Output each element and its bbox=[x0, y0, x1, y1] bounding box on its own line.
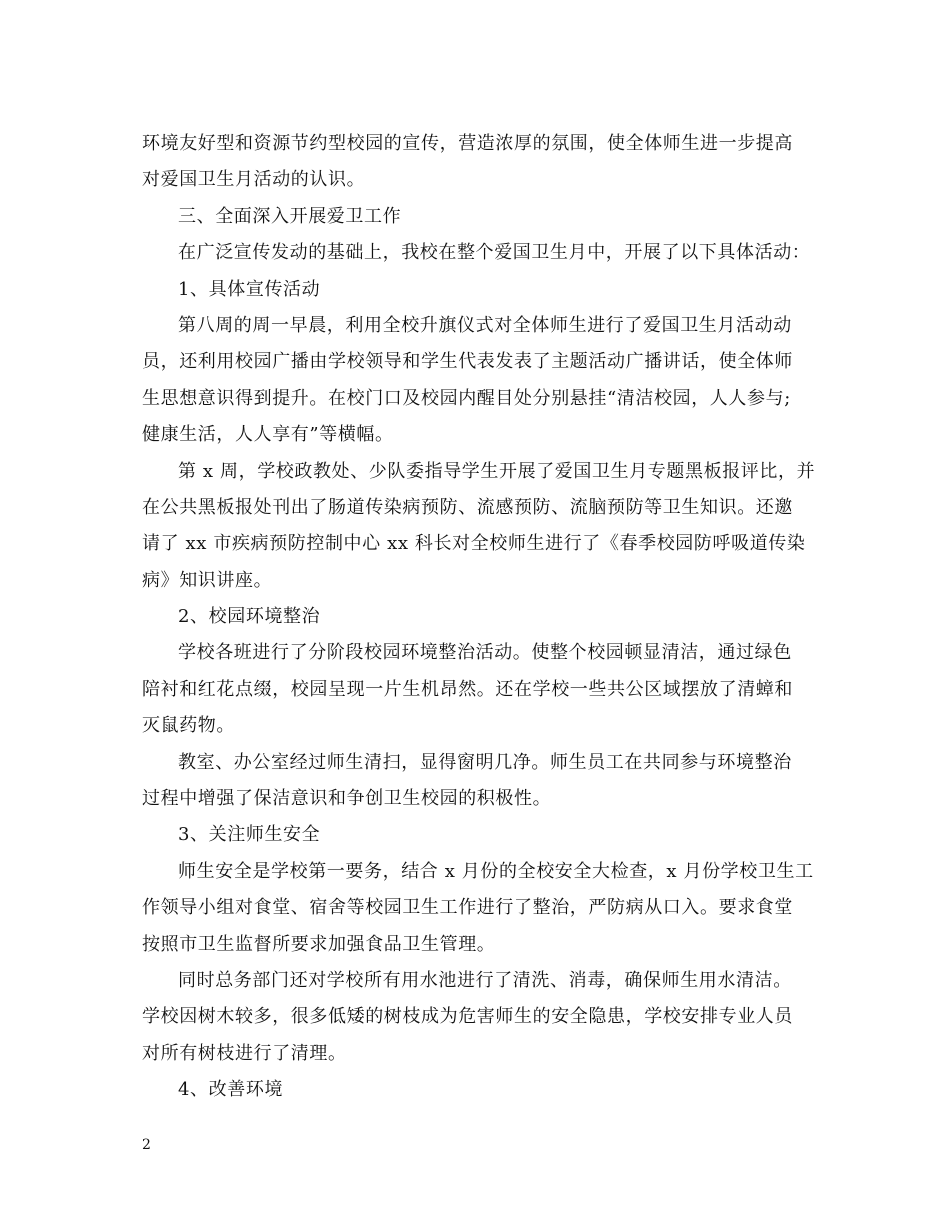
text-line: 病》知识讲座。 bbox=[142, 569, 273, 591]
text-line: 环境友好型和资源节约型校园的宣传，营造浓厚的氛围，使全体师生进一步提高 bbox=[142, 133, 793, 154]
text-line: 三、全面深入开展爱卫工作 bbox=[178, 205, 402, 227]
text-line: 陪衬和红花点缀，校园呈现一片生机昂然。还在学校一些共公区域摆放了清蟑和 bbox=[142, 678, 793, 700]
text-line: 生思想意识得到提升。在校门口及校园内醒目处分别悬挂“清洁校园，人人参与; bbox=[142, 387, 791, 409]
text-line: 对所有树枝进行了清理。 bbox=[142, 1042, 347, 1064]
text-line: 学校因树木较多，很多低矮的树枝成为危害师生的安全隐患，学校安排专业人员 bbox=[142, 1006, 793, 1028]
text-line: 教室、办公室经过师生清扫，显得窗明几净。师生员工在共同参与环境整治 bbox=[178, 751, 792, 773]
text-line: 作领导小组对食堂、宿舍等校园卫生工作进行了整治，严防病从口入。要求食堂 bbox=[142, 897, 793, 919]
text-line: 在公共黑板报处刊出了肠道传染病预防、流感预防、流脑预防等卫生知识。还邀 bbox=[142, 496, 793, 518]
text-line: 同时总务部门还对学校所有用水池进行了清洗、消毒，确保师生用水清洁。 bbox=[178, 969, 792, 991]
text-line: 在广泛宣传发动的基础上，我校在整个爱国卫生月中，开展了以下具体活动： bbox=[178, 242, 811, 264]
document-body bbox=[142, 126, 822, 1109]
text-line: 灭鼠药物。 bbox=[142, 715, 235, 737]
text-line: 4、改善环境 bbox=[178, 1079, 284, 1101]
text-line: 学校各班进行了分阶段校园环境整治活动。使整个校园顿显清洁，通过绿色 bbox=[178, 642, 792, 664]
text-line: 第 x 周，学校政教处、少队委指导学生开展了爱国卫生月专题黑板报评比，并 bbox=[178, 460, 816, 482]
text-line: 请了 xx 市疾病预防控制中心 xx 科长对全校师生进行了《春季校园防呼吸道传染 bbox=[142, 533, 806, 555]
text-line: 员，还利用校园广播由学校领导和学生代表发表了主题活动广播讲话，使全体师 bbox=[142, 351, 793, 373]
text-line: 3、关注师生安全 bbox=[178, 824, 321, 846]
text-line: 对爱国卫生月活动的认识。 bbox=[142, 169, 366, 191]
text-line: 按照市卫生监督所要求加强食品卫生管理。 bbox=[142, 933, 496, 955]
text-line: 2、校园环境整治 bbox=[178, 606, 321, 628]
text-line: 1、具体宣传活动 bbox=[178, 278, 321, 300]
text-line: 健康生活，人人享有”等横幅。 bbox=[142, 424, 394, 446]
text-line: 过程中增强了保洁意识和争创卫生校园的积极性。 bbox=[142, 788, 552, 810]
text-line: 师生安全是学校第一要务，结合 x 月份的全校安全大检查，x 月份学校卫生工 bbox=[178, 860, 814, 882]
page-number: 2 bbox=[142, 1137, 151, 1153]
text-line: 第八周的周一早晨，利用全校升旗仪式对全体师生进行了爱国卫生月活动动 bbox=[178, 314, 792, 336]
